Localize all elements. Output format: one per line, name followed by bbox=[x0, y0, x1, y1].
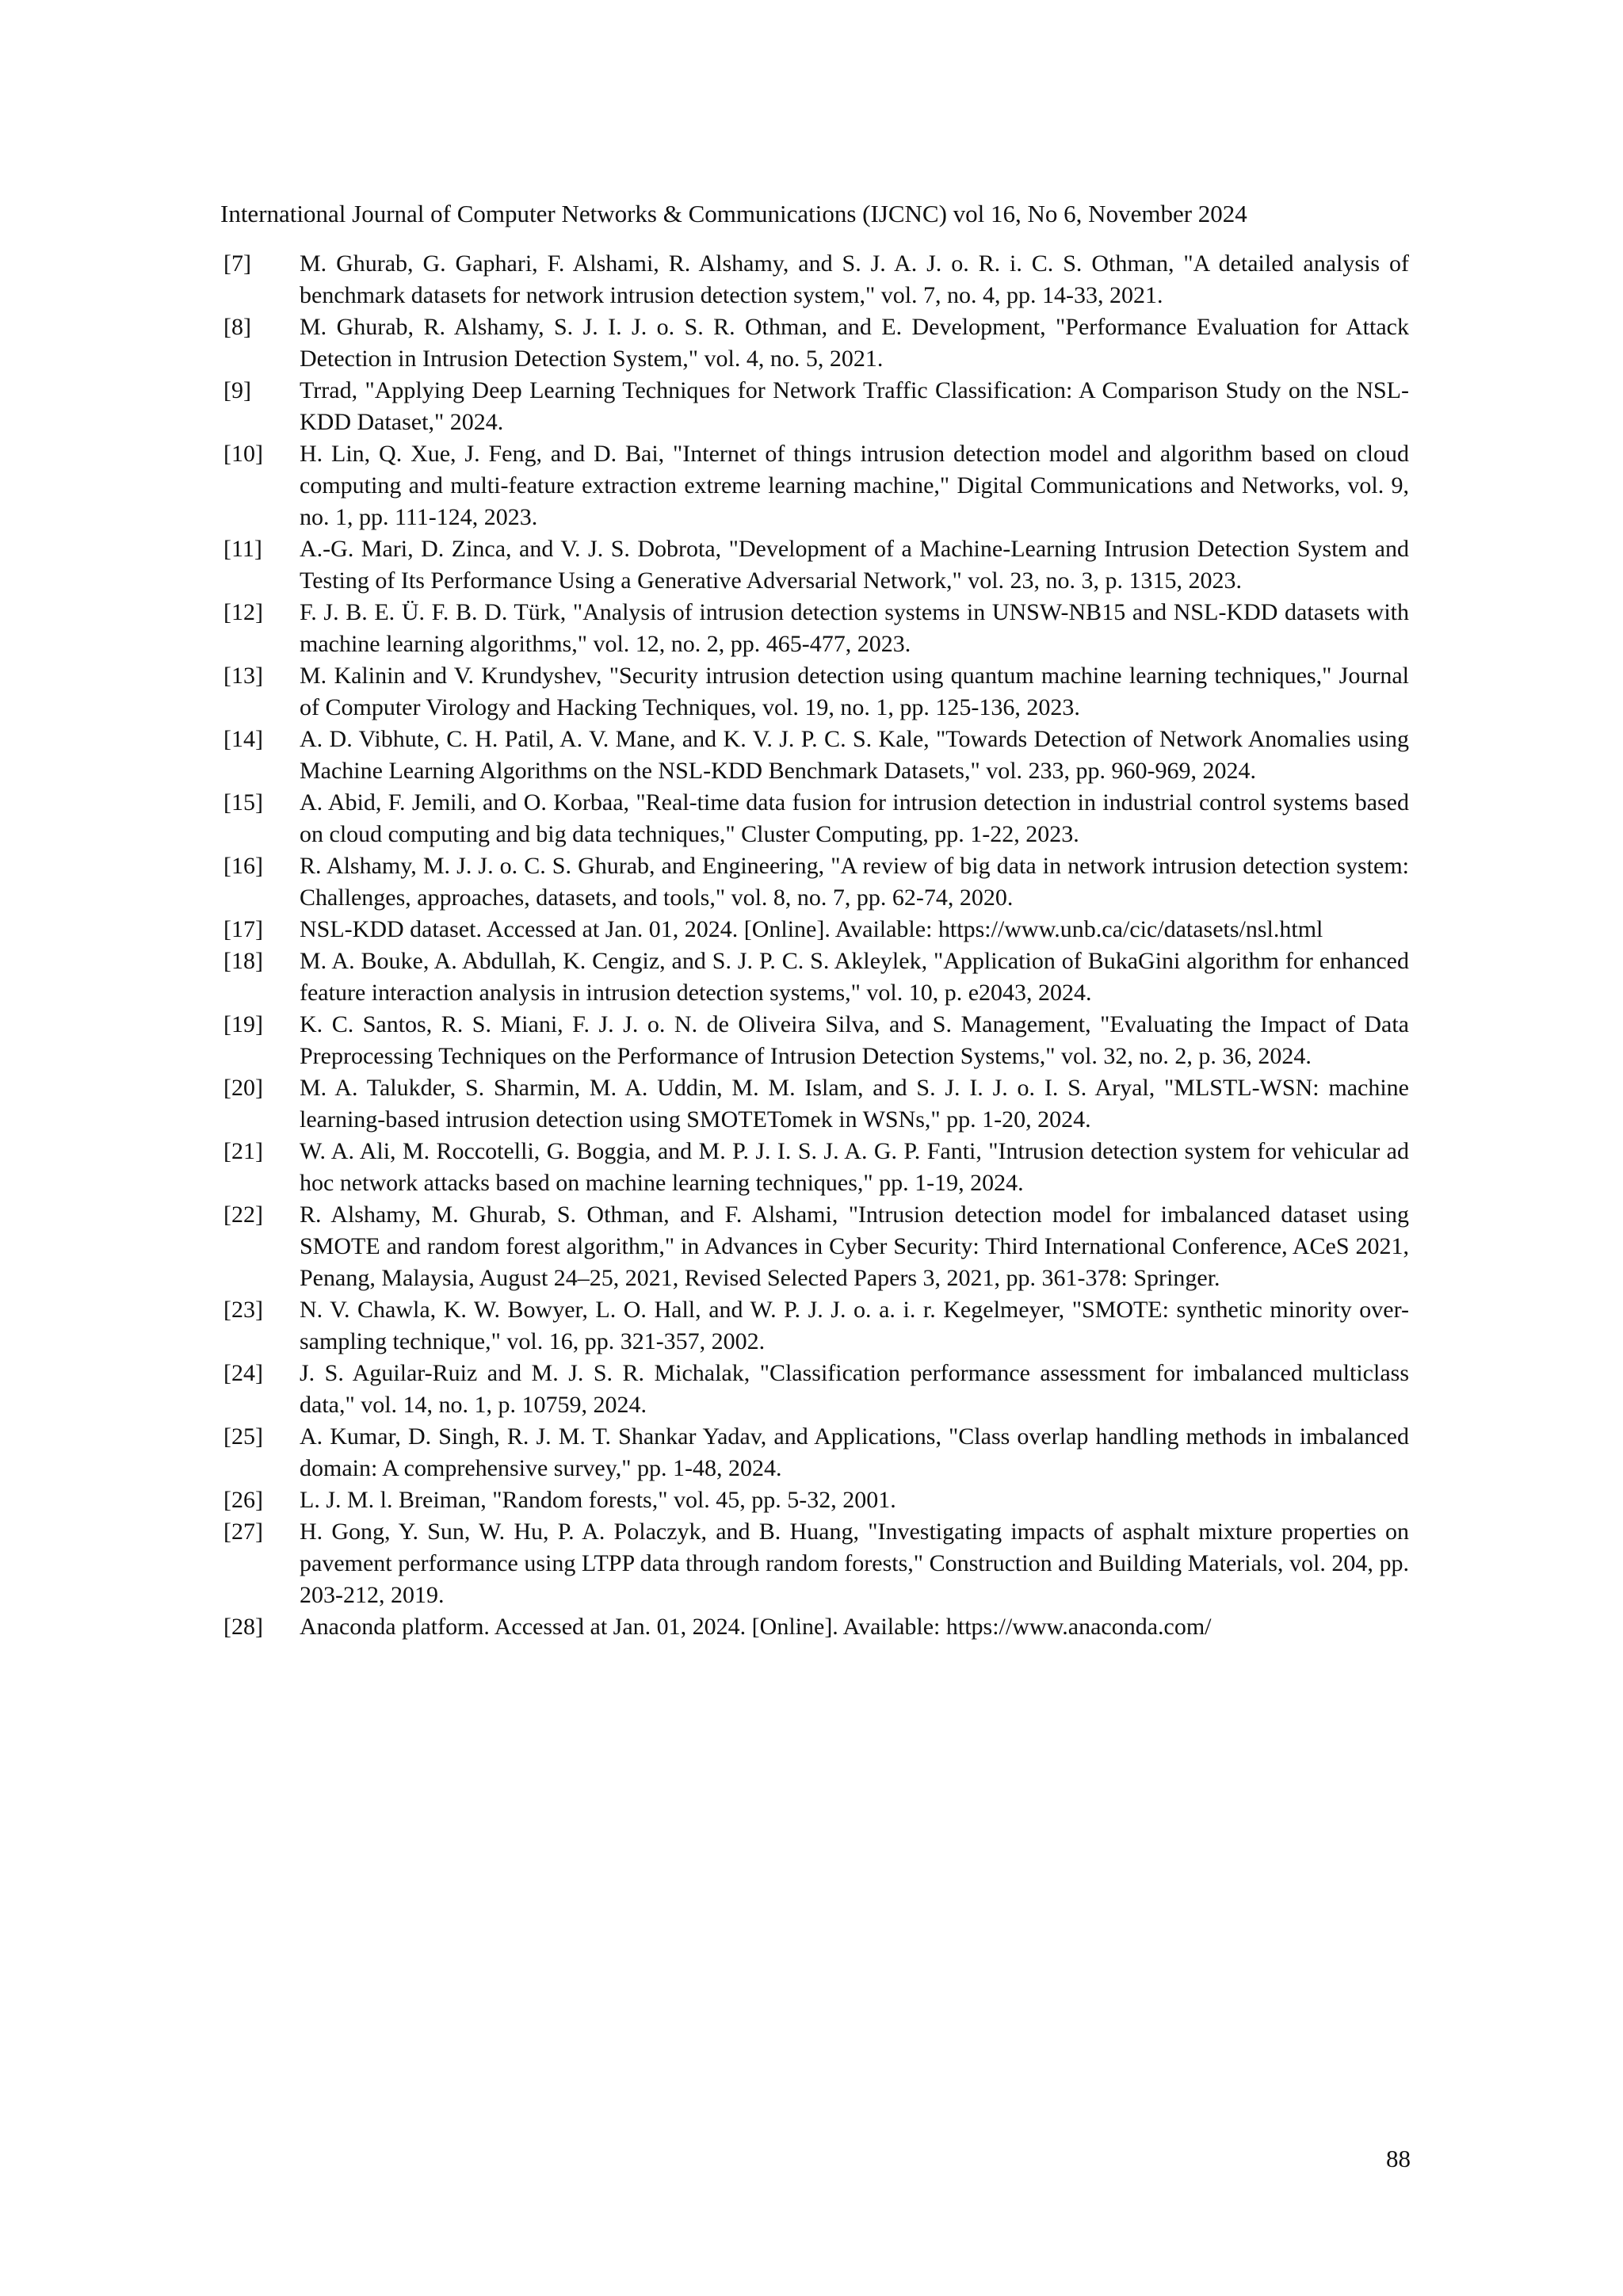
reference-26 bbox=[223, 1484, 1409, 1516]
reference-number: [13] bbox=[223, 663, 263, 689]
reference-number: [12] bbox=[223, 599, 263, 625]
reference-15 bbox=[223, 787, 1409, 850]
reference-number: [14] bbox=[223, 726, 263, 752]
reference-20 bbox=[223, 1072, 1409, 1136]
reference-text: A. D. Vibhute, C. H. Patil, A. V. Mane, and K. V. J. P. C. S. Kale, "Towards Detection of Network Anomalies using Machine Learning Algorithms on the NSL-KDD Benchmark Datasets," vol. 233, pp. 960-969, 2024. bbox=[300, 726, 1409, 784]
reference-text: F. J. B. E. Ü. F. B. D. Türk, "Analysis of intrusion detection systems in UNSW-NB15 and NSL-KDD datasets with machine learning algorithms," vol. 12, no. 2, pp. 465-477, 2023. bbox=[300, 599, 1409, 657]
reference-number: [21] bbox=[223, 1138, 263, 1164]
reference-number: [23] bbox=[223, 1297, 263, 1323]
reference-text: M. Ghurab, R. Alshamy, S. J. I. J. o. S. R. Othman, and E. Development, "Performance Evaluation for Attack Detection in Intrusion Detection System," vol. 4, no. 5, 2021. bbox=[300, 314, 1409, 372]
reference-text: M. Ghurab, G. Gaphari, F. Alshami, R. Alshamy, and S. J. A. J. o. R. i. C. S. Othman, "A detailed analysis of benchmark datasets for network intrusion detection system," vol. 7, no. 4, pp. 14-33, 2021. bbox=[300, 250, 1409, 308]
reference-16 bbox=[223, 850, 1409, 914]
reference-text: A. Kumar, D. Singh, R. J. M. T. Shankar Yadav, and Applications, "Class overlap handling methods in imbalanced domain: A comprehensive survey," pp. 1-48, 2024. bbox=[300, 1423, 1409, 1481]
reference-18 bbox=[223, 946, 1409, 1009]
reference-27 bbox=[223, 1516, 1409, 1611]
reference-9 bbox=[223, 375, 1409, 438]
reference-text: NSL-KDD dataset. Accessed at Jan. 01, 2024. [Online]. Available: https://www.unb.ca/cic/datasets/nsl.html bbox=[300, 916, 1323, 942]
reference-list bbox=[223, 248, 1409, 1643]
reference-text: N. V. Chawla, K. W. Bowyer, L. O. Hall, and W. P. J. J. o. a. i. r. Kegelmeyer, "SMOTE: synthetic minority over-sampling technique," vol. 16, pp. 321-357, 2002. bbox=[300, 1297, 1409, 1354]
reference-number: [10] bbox=[223, 441, 263, 467]
reference-12 bbox=[223, 597, 1409, 660]
reference-10 bbox=[223, 438, 1409, 533]
reference-14 bbox=[223, 724, 1409, 787]
reference-text: Trrad, "Applying Deep Learning Techniques for Network Traffic Classification: A Comparison Study on the NSL-KDD Dataset," 2024. bbox=[300, 377, 1409, 435]
reference-text: M. Kalinin and V. Krundyshev, "Security intrusion detection using quantum machine learning techniques," Journal of Computer Virology and Hacking Techniques, vol. 19, no. 1, pp. 125-136, 2023. bbox=[300, 663, 1409, 720]
reference-22 bbox=[223, 1199, 1409, 1294]
reference-text: R. Alshamy, M. Ghurab, S. Othman, and F. Alshami, "Intrusion detection model for imbalanced dataset using SMOTE and random forest algorithm," in Advances in Cyber Security: Third International Conference, ACeS 2021, Penang, Malaysia, August 24–25, 2021, Revised Selected Papers 3, 2021, pp. 361-378: Springer. bbox=[300, 1201, 1409, 1291]
reference-number: [8] bbox=[223, 314, 251, 340]
reference-text: A.-G. Mari, D. Zinca, and V. J. S. Dobrota, "Development of a Machine-Learning Intrusion Detection System and Testing of Its Performance Using a Generative Adversarial Network," vol. 23, no. 3, p. 1315, 2023. bbox=[300, 536, 1409, 594]
reference-25 bbox=[223, 1421, 1409, 1484]
reference-text: M. A. Bouke, A. Abdullah, K. Cengiz, and S. J. P. C. S. Akleylek, "Application of BukaGini algorithm for enhanced feature interaction analysis in intrusion detection systems," vol. 10, p. e2043, 2024. bbox=[300, 948, 1409, 1006]
reference-number: [17] bbox=[223, 916, 263, 942]
reference-number: [19] bbox=[223, 1011, 263, 1037]
reference-number: [16] bbox=[223, 853, 263, 879]
page-number: 88 bbox=[1386, 2145, 1411, 2172]
reference-number: [15] bbox=[223, 789, 263, 816]
reference-text: H. Lin, Q. Xue, J. Feng, and D. Bai, "Internet of things intrusion detection model and algorithm based on cloud computing and multi-feature extraction extreme learning machine," Digital Communications and Networks, vol. 9, no. 1, pp. 111-124, 2023. bbox=[300, 441, 1409, 530]
reference-7 bbox=[223, 248, 1409, 311]
reference-19 bbox=[223, 1009, 1409, 1072]
reference-number: [26] bbox=[223, 1487, 263, 1513]
reference-number: [20] bbox=[223, 1075, 263, 1101]
reference-text: R. Alshamy, M. J. J. o. C. S. Ghurab, and Engineering, "A review of big data in network intrusion detection system: Challenges, approaches, datasets, and tools," vol. 8, no. 7, pp. 62-74, 2020. bbox=[300, 853, 1409, 911]
reference-number: [25] bbox=[223, 1423, 263, 1450]
reference-text: W. A. Ali, M. Roccotelli, G. Boggia, and M. P. J. I. S. J. A. G. P. Fanti, "Intrusion detection system for vehicular ad hoc network attacks based on machine learning techniques," pp. 1-19, 2024. bbox=[300, 1138, 1409, 1196]
reference-text: A. Abid, F. Jemili, and O. Korbaa, "Real-time data fusion for intrusion detection in industrial control systems based on cloud computing and big data techniques," Cluster Computing, pp. 1-22, 2023. bbox=[300, 789, 1409, 847]
reference-number: [7] bbox=[223, 250, 251, 277]
reference-17 bbox=[223, 914, 1409, 946]
reference-text: M. A. Talukder, S. Sharmin, M. A. Uddin, M. M. Islam, and S. J. I. J. o. I. S. Aryal, "MLSTL-WSN: machine learning-based intrusion detection using SMOTETomek in WSNs," pp. 1-20, 2024. bbox=[300, 1075, 1409, 1133]
running-header: International Journal of Computer Networks & Communications (IJCNC) vol 16, No 6, November 2024 bbox=[220, 200, 1247, 227]
reference-number: [28] bbox=[223, 1614, 263, 1640]
reference-number: [24] bbox=[223, 1360, 263, 1386]
reference-11 bbox=[223, 533, 1409, 597]
reference-number: [11] bbox=[223, 536, 262, 562]
reference-21 bbox=[223, 1136, 1409, 1199]
reference-number: [22] bbox=[223, 1201, 263, 1228]
reference-text: H. Gong, Y. Sun, W. Hu, P. A. Polaczyk, and B. Huang, "Investigating impacts of asphalt mixture properties on pavement performance using LTPP data through random forests," Construction and Building Materials, vol. 204, pp. 203-212, 2019. bbox=[300, 1519, 1409, 1608]
reference-8 bbox=[223, 311, 1409, 375]
reference-24 bbox=[223, 1358, 1409, 1421]
reference-text: L. J. M. l. Breiman, "Random forests," vol. 45, pp. 5-32, 2001. bbox=[300, 1487, 896, 1513]
reference-number: [18] bbox=[223, 948, 263, 974]
reference-13 bbox=[223, 660, 1409, 724]
reference-text: K. C. Santos, R. S. Miani, F. J. J. o. N. de Oliveira Silva, and S. Management, "Evaluating the Impact of Data Preprocessing Techniques on the Performance of Intrusion Detection Systems," vol. 32, no. 2, p. 36, 2024. bbox=[300, 1011, 1409, 1069]
reference-number: [9] bbox=[223, 377, 251, 403]
reference-text: J. S. Aguilar-Ruiz and M. J. S. R. Michalak, "Classification performance assessment for imbalanced multiclass data," vol. 14, no. 1, p. 10759, 2024. bbox=[300, 1360, 1409, 1418]
reference-number: [27] bbox=[223, 1519, 263, 1545]
reference-23 bbox=[223, 1294, 1409, 1358]
reference-text: Anaconda platform. Accessed at Jan. 01, 2024. [Online]. Available: https://www.anaconda.com/ bbox=[300, 1614, 1212, 1640]
reference-28 bbox=[223, 1611, 1409, 1643]
